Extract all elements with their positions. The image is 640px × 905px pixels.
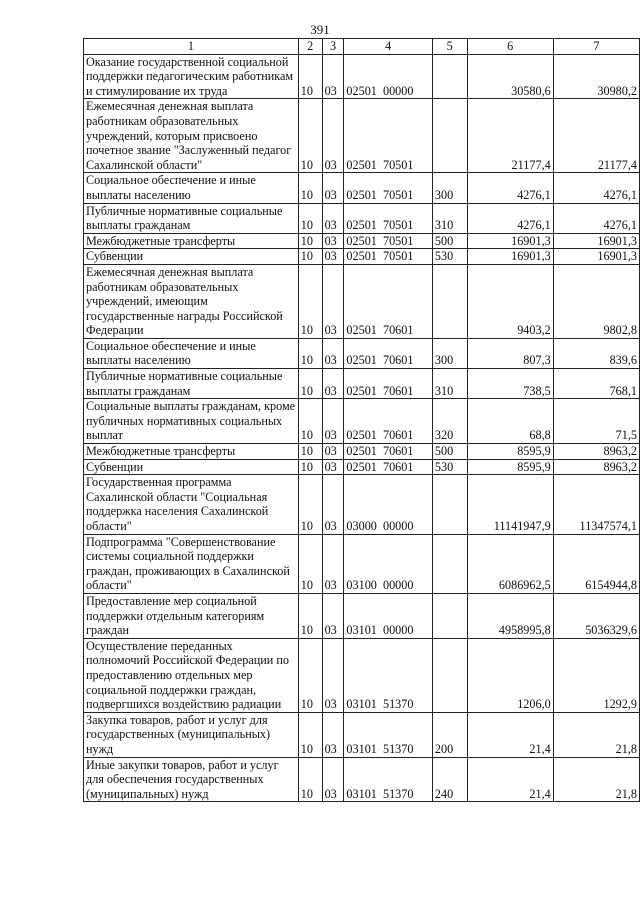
row-section-cell: 10: [298, 534, 322, 593]
table-row: [84, 593, 640, 638]
row-subsection-cell: 03: [322, 173, 344, 203]
row-subsection-cell: 03: [322, 534, 344, 593]
header-col-2: 2: [298, 39, 322, 55]
row-amount-year2-cell: 768,1: [553, 369, 639, 399]
row-amount-year1-cell: 8595,9: [467, 444, 553, 460]
row-target-article-cell: 03101 00000: [344, 593, 432, 638]
row-subsection-cell: 03: [322, 399, 344, 444]
row-name-cell: Межбюджетные трансферты: [84, 444, 299, 460]
row-target-article-cell: 03101 51370: [344, 638, 432, 712]
row-section-cell: 10: [298, 399, 322, 444]
row-expense-type-cell: [432, 54, 467, 99]
row-name-cell: Публичные нормативные социальные выплаты гражданам: [84, 203, 299, 233]
row-name-cell: Социальное обеспечение и иные выплаты населению: [84, 173, 299, 203]
row-expense-type-cell: 310: [432, 369, 467, 399]
row-amount-year2-cell: 21,8: [553, 757, 639, 802]
row-section-cell: 10: [298, 593, 322, 638]
row-target-article-cell: 02501 70501: [344, 233, 432, 249]
header-col-1: 1: [84, 39, 299, 55]
row-subsection-cell: 03: [322, 712, 344, 757]
row-name-cell: Субвенции: [84, 459, 299, 475]
row-target-article-cell: 02501 70501: [344, 203, 432, 233]
row-name-cell: Ежемесячная денежная выплата работникам образовательных учреждений, имеющим государственные награды Российской Федерации: [84, 264, 299, 338]
row-amount-year2-cell: 1292,9: [553, 638, 639, 712]
row-amount-year2-cell: 5036329,6: [553, 593, 639, 638]
row-subsection-cell: 03: [322, 444, 344, 460]
row-expense-type-cell: 300: [432, 338, 467, 368]
row-name-cell: Социальные выплаты гражданам, кроме публичных нормативных социальных выплат: [84, 399, 299, 444]
row-amount-year1-cell: 4276,1: [467, 173, 553, 203]
row-target-article-cell: 02501 70601: [344, 369, 432, 399]
row-expense-type-cell: 530: [432, 249, 467, 265]
row-subsection-cell: 03: [322, 99, 344, 173]
row-subsection-cell: 03: [322, 757, 344, 802]
row-expense-type-cell: 240: [432, 757, 467, 802]
row-section-cell: 10: [298, 369, 322, 399]
table-row: [84, 757, 640, 802]
row-expense-type-cell: [432, 638, 467, 712]
row-subsection-cell: 03: [322, 638, 344, 712]
row-section-cell: 10: [298, 249, 322, 265]
row-expense-type-cell: 300: [432, 173, 467, 203]
row-subsection-cell: 03: [322, 203, 344, 233]
row-amount-year2-cell: 21,8: [553, 712, 639, 757]
row-name-cell: Субвенции: [84, 249, 299, 265]
page-number: 391: [310, 22, 330, 37]
row-target-article-cell: 03101 51370: [344, 712, 432, 757]
row-amount-year2-cell: 9802,8: [553, 264, 639, 338]
budget-table: [83, 38, 640, 802]
row-amount-year2-cell: 16901,3: [553, 233, 639, 249]
row-amount-year1-cell: 9403,2: [467, 264, 553, 338]
row-target-article-cell: 02501 70601: [344, 264, 432, 338]
table-row: [84, 203, 640, 233]
row-section-cell: 10: [298, 475, 322, 534]
row-amount-year1-cell: 30580,6: [467, 54, 553, 99]
table-row: [84, 99, 640, 173]
row-expense-type-cell: 530: [432, 459, 467, 475]
row-target-article-cell: 02501 00000: [344, 54, 432, 99]
row-target-article-cell: 03000 00000: [344, 475, 432, 534]
table-row: [84, 338, 640, 368]
row-target-article-cell: 02501 70601: [344, 444, 432, 460]
row-target-article-cell: 02501 70501: [344, 173, 432, 203]
table-row: [84, 54, 640, 99]
row-amount-year2-cell: 16901,3: [553, 249, 639, 265]
row-section-cell: 10: [298, 54, 322, 99]
header-col-5: 5: [432, 39, 467, 55]
row-section-cell: 10: [298, 444, 322, 460]
header-col-4: 4: [344, 39, 432, 55]
row-amount-year2-cell: 8963,2: [553, 459, 639, 475]
row-amount-year1-cell: 16901,3: [467, 233, 553, 249]
row-amount-year2-cell: 4276,1: [553, 203, 639, 233]
row-target-article-cell: 03100 00000: [344, 534, 432, 593]
row-section-cell: 10: [298, 99, 322, 173]
row-subsection-cell: 03: [322, 369, 344, 399]
row-amount-year2-cell: 6154944,8: [553, 534, 639, 593]
table-row: [84, 173, 640, 203]
row-name-cell: Ежемесячная денежная выплата работникам образовательных учреждений, которым присвоено почетное звание "Заслуженный педагог Сахалинской области": [84, 99, 299, 173]
table-row: [84, 369, 640, 399]
row-name-cell: Социальное обеспечение и иные выплаты населению: [84, 338, 299, 368]
row-expense-type-cell: 200: [432, 712, 467, 757]
row-amount-year1-cell: 11141947,9: [467, 475, 553, 534]
row-target-article-cell: 02501 70501: [344, 249, 432, 265]
row-expense-type-cell: 500: [432, 444, 467, 460]
row-target-article-cell: 02501 70601: [344, 399, 432, 444]
row-amount-year1-cell: 21,4: [467, 712, 553, 757]
row-subsection-cell: 03: [322, 593, 344, 638]
row-expense-type-cell: [432, 593, 467, 638]
row-amount-year1-cell: 4276,1: [467, 203, 553, 233]
row-subsection-cell: 03: [322, 249, 344, 265]
table-row: [84, 233, 640, 249]
row-subsection-cell: 03: [322, 233, 344, 249]
row-amount-year1-cell: 21177,4: [467, 99, 553, 173]
row-expense-type-cell: 310: [432, 203, 467, 233]
row-target-article-cell: 02501 70601: [344, 459, 432, 475]
row-subsection-cell: 03: [322, 338, 344, 368]
row-amount-year2-cell: 71,5: [553, 399, 639, 444]
row-target-article-cell: 03101 51370: [344, 757, 432, 802]
row-name-cell: Иные закупки товаров, работ и услуг для обеспечения государственных (муниципальных) нужд: [84, 757, 299, 802]
table-row: [84, 712, 640, 757]
row-expense-type-cell: 500: [432, 233, 467, 249]
row-name-cell: Предоставление мер социальной поддержки отдельным категориям граждан: [84, 593, 299, 638]
row-section-cell: 10: [298, 264, 322, 338]
table-row: [84, 399, 640, 444]
row-amount-year2-cell: 4276,1: [553, 173, 639, 203]
row-amount-year1-cell: 8595,9: [467, 459, 553, 475]
table-row: [84, 459, 640, 475]
row-amount-year1-cell: 1206,0: [467, 638, 553, 712]
row-expense-type-cell: [432, 475, 467, 534]
row-amount-year1-cell: 21,4: [467, 757, 553, 802]
row-section-cell: 10: [298, 757, 322, 802]
row-section-cell: 10: [298, 233, 322, 249]
row-expense-type-cell: [432, 534, 467, 593]
row-subsection-cell: 03: [322, 475, 344, 534]
row-section-cell: 10: [298, 203, 322, 233]
row-name-cell: Публичные нормативные социальные выплаты гражданам: [84, 369, 299, 399]
row-target-article-cell: 02501 70601: [344, 338, 432, 368]
row-section-cell: 10: [298, 459, 322, 475]
row-amount-year1-cell: 6086962,5: [467, 534, 553, 593]
row-amount-year1-cell: 738,5: [467, 369, 553, 399]
row-amount-year1-cell: 807,3: [467, 338, 553, 368]
row-section-cell: 10: [298, 338, 322, 368]
row-amount-year1-cell: 16901,3: [467, 249, 553, 265]
table-row: [84, 534, 640, 593]
row-amount-year1-cell: 4958995,8: [467, 593, 553, 638]
table-row: [84, 264, 640, 338]
row-subsection-cell: 03: [322, 264, 344, 338]
row-name-cell: Закупка товаров, работ и услуг для государственных (муниципальных) нужд: [84, 712, 299, 757]
row-name-cell: Оказание государственной социальной поддержки педагогическим работникам и стимулирование их труда: [84, 54, 299, 99]
table-header-row: [84, 39, 640, 55]
row-expense-type-cell: [432, 99, 467, 173]
row-amount-year2-cell: 11347574,1: [553, 475, 639, 534]
row-name-cell: Межбюджетные трансферты: [84, 233, 299, 249]
row-name-cell: Подпрограмма "Совершенствование системы социальной поддержки граждан, проживающих в Сахалинской области": [84, 534, 299, 593]
row-amount-year2-cell: 8963,2: [553, 444, 639, 460]
table-row: [84, 249, 640, 265]
table-row: [84, 444, 640, 460]
row-section-cell: 10: [298, 173, 322, 203]
header-col-6: 6: [467, 39, 553, 55]
row-section-cell: 10: [298, 638, 322, 712]
row-subsection-cell: 03: [322, 54, 344, 99]
row-amount-year2-cell: 839,6: [553, 338, 639, 368]
row-target-article-cell: 02501 70501: [344, 99, 432, 173]
row-amount-year2-cell: 30980,2: [553, 54, 639, 99]
table-row: [84, 475, 640, 534]
row-section-cell: 10: [298, 712, 322, 757]
table-row: [84, 638, 640, 712]
header-col-7: 7: [553, 39, 639, 55]
row-amount-year1-cell: 68,8: [467, 399, 553, 444]
row-expense-type-cell: [432, 264, 467, 338]
row-name-cell: Государственная программа Сахалинской области "Социальная поддержка населения Сахалинской области": [84, 475, 299, 534]
row-amount-year2-cell: 21177,4: [553, 99, 639, 173]
row-name-cell: Осуществление переданных полномочий Российской Федерации по предоставлению отдельных мер социальной поддержки граждан, подвергшихся воздействию радиации: [84, 638, 299, 712]
row-expense-type-cell: 320: [432, 399, 467, 444]
row-subsection-cell: 03: [322, 459, 344, 475]
header-col-3: 3: [322, 39, 344, 55]
